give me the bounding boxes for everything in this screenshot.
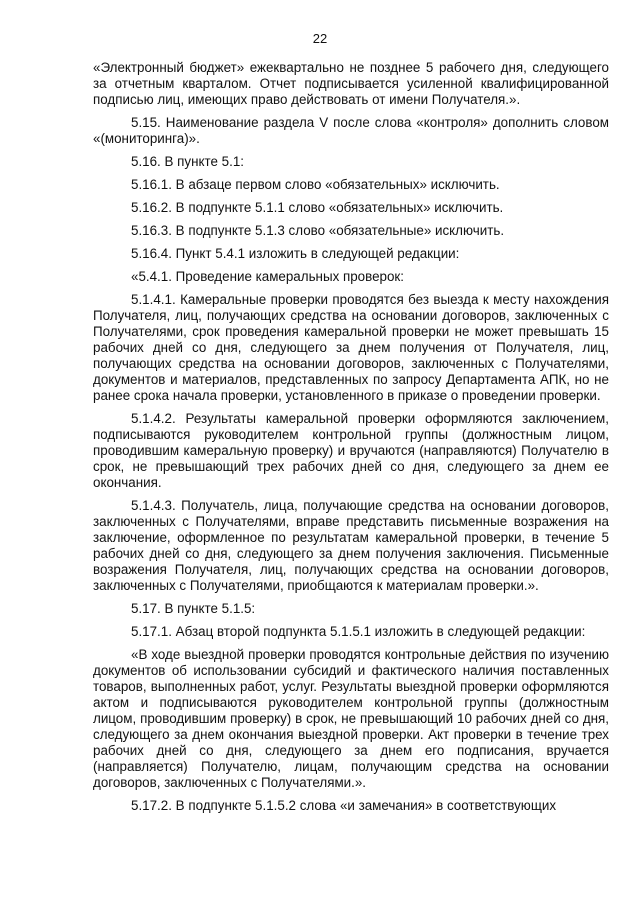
paragraph: 5.15. Наименование раздела V после слова «контроля» дополнить словом «(мониторинга)». [93,115,609,146]
paragraph: 5.1.4.2. Результаты камеральной проверки оформляются заключением, подписываются руководителем контрольной группы (должностным лицом, проводившим камеральную проверку) и вручаются (направляются) Получателю в срок, не превышающий трех рабочих дней со дня, следующего за днем ее окончания. [93,411,609,490]
page-number: 22 [312,31,328,46]
paragraph: 5.16.4. Пункт 5.4.1 изложить в следующей редакции: [131,246,460,261]
paragraph: 5.17.1. Абзац второй подпункта 5.1.5.1 изложить в следующей редакции: [131,624,586,639]
paragraph: «Электронный бюджет» ежеквартально не позднее 5 рабочего дня, следующего за отчетным кварталом. Отчет подписывается усиленной квалифицированной подписью лиц, имеющих право действовать от имени Получателя.». [93,60,609,107]
paragraph: 5.16. В пункте 5.1: [131,154,244,169]
paragraph: 5.16.2. В подпункте 5.1.1 слово «обязательных» исключить. [131,200,504,215]
paragraph: «5.4.1. Проведение камеральных проверок: [131,269,405,284]
paragraph: 5.17.2. В подпункте 5.1.5.2 слова «и замечания» в соответствующих [131,798,557,813]
paragraph: 5.16.3. В подпункте 5.1.3 слово «обязательные» исключить. [131,223,505,238]
paragraph: 5.1.4.3. Получатель, лица, получающие средства на основании договоров, заключенных с Получателями, вправе представить письменные возражения на заключение, оформленное по результатам камеральной проверки, в течение 5 рабочих дней со дня, следующего за днем получения заключения. Письменные возражения Получателя, лиц, получающих средства на основании договоров, заключенных с Получателями, приобщаются к материалам проверки.». [93,498,609,593]
paragraph: 5.17. В пункте 5.1.5: [131,601,256,616]
document-body [93,60,609,821]
paragraph: 5.1.4.1. Камеральные проверки проводятся без выезда к месту нахождения Получателя, лиц, получающих средства на основании договоров, заключенных с Получателями, срок проведения камеральной проверки не может превышать 15 рабочих дней со дня, следующего за днем получения от Получателя, лиц, получающих средства на основании договоров, заключенных с Получателями, документов и материалов, представленных по запросу Департамента АПК, но не ранее срока начала проверки, установленного в приказе о проведении проверки. [93,292,609,403]
paragraph: 5.16.1. В абзаце первом слово «обязательных» исключить. [131,177,500,192]
paragraph: «В ходе выездной проверки проводятся контрольные действия по изучению документов об использовании субсидий и фактического наличия поставленных товаров, выполненных работ, услуг. Результаты выездной проверки оформляются актом и подписываются руководителем контрольной группы (должностным лицом, проводившим проверку) в срок, не превышающий 10 рабочих дней со дня, следующего за днем окончания выездной проверки. Акт проверки в течение трех рабочих дней со дня, следующего за днем его подписания, вручается (направляется) Получателю, лицам, получающим средства на основании договоров, заключенных с Получателями.». [93,647,609,790]
